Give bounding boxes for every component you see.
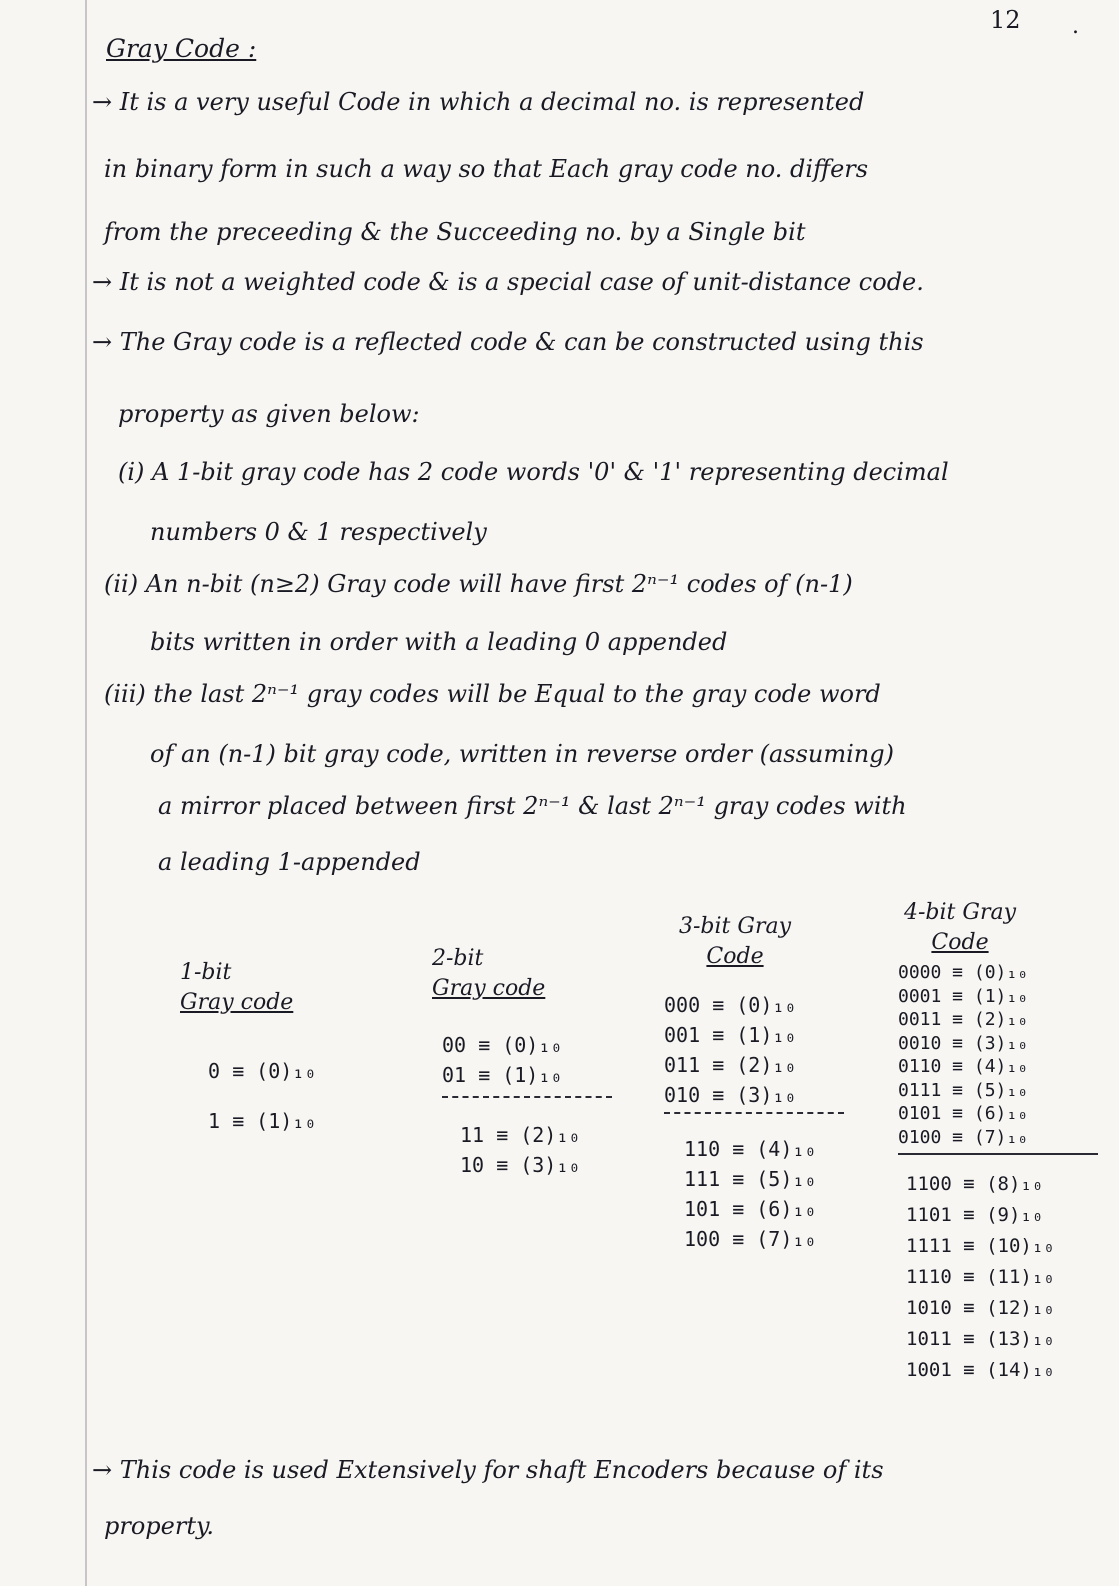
paragraph-line: → It is not a weighted code & is a special case of unit-distance code. [92, 268, 924, 296]
paragraph-line: numbers 0 & 1 respectively [150, 518, 487, 546]
footer-line: → This code is used Extensively for shaft Encoders because of its [92, 1456, 884, 1484]
paragraph-line: in binary form in such a way so that Each gray code no. differs [104, 155, 869, 183]
two-bit-heading-line1: 2-bit [432, 946, 484, 971]
list-item: 010 ≡ (3)₁₀ [664, 1083, 797, 1107]
one-bit-heading-line1: 1-bit [180, 960, 232, 985]
list-item: 01 ≡ (1)₁₀ [442, 1063, 563, 1087]
list-item: 0110 ≡ (4)₁₀ [898, 1056, 1029, 1077]
paragraph-line: of an (n-1) bit gray code, written in reverse order (assuming) [150, 740, 894, 768]
list-item: 0001 ≡ (1)₁₀ [898, 985, 1029, 1007]
page-number: 12 [990, 6, 1021, 34]
paragraph-line: (i) A 1-bit gray code has 2 code words '0' & '1' representing decimal [118, 458, 949, 486]
list-item: 1101 ≡ (9)₁₀ [906, 1204, 1044, 1226]
paragraph-line: → The Gray code is a reflected code & can be constructed using this [92, 328, 924, 356]
page-title: Gray Code : [106, 34, 257, 63]
mirror-line [442, 1096, 612, 1114]
list-item: 101 ≡ (6)₁₀ [684, 1197, 817, 1221]
paragraph-line: (ii) An n-bit (n≥2) Gray code will have first 2ⁿ⁻¹ codes of (n-1) [104, 570, 853, 598]
paragraph-line: property as given below: [118, 400, 420, 428]
four-bit-heading [890, 898, 1030, 958]
list-item: 00 ≡ (0)₁₀ [442, 1033, 563, 1057]
list-item: 110 ≡ (4)₁₀ [684, 1137, 817, 1161]
list-item: 1001 ≡ (14)₁₀ [906, 1359, 1055, 1381]
list-item: 10 ≡ (3)₁₀ [460, 1153, 581, 1177]
three-bit-heading [660, 912, 810, 972]
two-bit-heading [432, 944, 582, 1004]
list-item: 011 ≡ (2)₁₀ [664, 1053, 797, 1077]
paragraph-line: → It is a very useful Code in which a decimal no. is represented [92, 88, 865, 116]
one-bit-heading [180, 958, 350, 1018]
list-item: 100 ≡ (7)₁₀ [684, 1227, 817, 1251]
paragraph-line: a mirror placed between first 2ⁿ⁻¹ & last 2ⁿ⁻¹ gray codes with [158, 792, 907, 820]
list-item: 1110 ≡ (11)₁₀ [906, 1266, 1055, 1288]
list-item: 001 ≡ (1)₁₀ [664, 1023, 797, 1047]
paragraph-line: from the preceeding & the Succeeding no. by a Single bit [104, 218, 806, 246]
paragraph-line: bits written in order with a leading 0 appended [150, 628, 728, 656]
list-item: 0111 ≡ (5)₁₀ [898, 1079, 1029, 1101]
two-bit-list [442, 1030, 612, 1180]
three-bit-list [664, 990, 844, 1254]
four-bit-heading-line1: 4-bit Gray [903, 900, 1017, 925]
list-item: 1011 ≡ (13)₁₀ [906, 1328, 1055, 1350]
list-item: 0010 ≡ (3)₁₀ [898, 1032, 1029, 1054]
four-bit-list [898, 961, 1098, 1386]
list-item: 0000 ≡ (0)₁₀ [898, 962, 1029, 983]
one-bit-heading-line2: Gray code [180, 990, 294, 1015]
four-bit-heading-line2: Code [931, 930, 989, 955]
list-item: 11 ≡ (2)₁₀ [460, 1123, 581, 1147]
list-item: 1010 ≡ (12)₁₀ [906, 1297, 1055, 1319]
paragraph-line: (iii) the last 2ⁿ⁻¹ gray codes will be Equal to the gray code word [104, 680, 881, 708]
three-bit-heading-line2: Code [706, 944, 764, 969]
mirror-line [664, 1112, 844, 1130]
one-bit-list [208, 1056, 316, 1136]
list-item: 0101 ≡ (6)₁₀ [898, 1103, 1029, 1124]
paragraph-line: a leading 1-appended [158, 848, 421, 876]
list-item: 0100 ≡ (7)₁₀ [898, 1126, 1029, 1148]
list-item: 000 ≡ (0)₁₀ [664, 993, 797, 1017]
page-mark: . [1072, 14, 1079, 39]
margin-line [85, 0, 87, 1586]
three-bit-heading-line1: 3-bit Gray [678, 914, 792, 939]
list-item: 0 ≡ (0)₁₀ [208, 1059, 317, 1083]
list-item: 111 ≡ (5)₁₀ [684, 1167, 817, 1191]
list-item: 1 ≡ (1)₁₀ [208, 1109, 317, 1133]
list-item: 1111 ≡ (10)₁₀ [906, 1235, 1055, 1257]
list-item: 1100 ≡ (8)₁₀ [906, 1173, 1044, 1195]
two-bit-heading-line2: Gray code [432, 976, 546, 1001]
list-item: 0011 ≡ (2)₁₀ [898, 1009, 1029, 1030]
mirror-line [898, 1153, 1098, 1165]
footer-line: property. [104, 1512, 214, 1540]
